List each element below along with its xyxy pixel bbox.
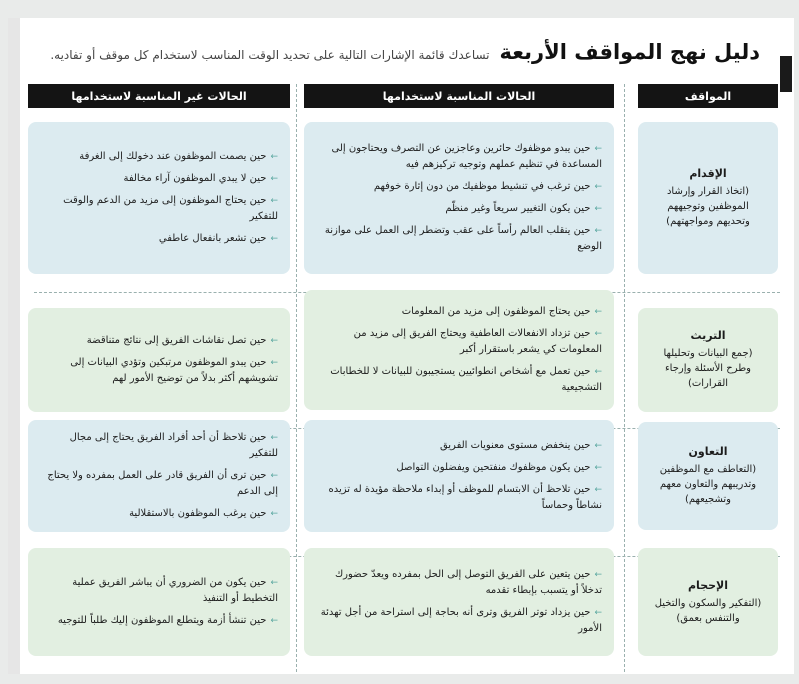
column-header-suitable: الحالات المناسبة لاستخدامها (304, 84, 614, 108)
arrow-left-icon: ← (270, 578, 278, 588)
arrow-left-icon: ← (270, 433, 278, 443)
list-item: ←حين ينخفض مستوى معنويات الفريق (439, 440, 602, 451)
posture-description: (التعاطف مع الموظفين وتدريبهم والتعاون معهم وتشجيعهم) (659, 464, 757, 505)
unsuitable-card (28, 308, 290, 412)
arrow-left-icon: ← (270, 234, 278, 244)
posture-name: التريث (690, 329, 726, 342)
list-item: ←حين يصمت الموظفون عند دخولك إلى الغرفة (79, 151, 278, 162)
posture-description: (التفكير والسكون والتخيل والتنفس بعمق) (654, 597, 762, 624)
unsuitable-card (28, 420, 290, 532)
list-item: ←حين يبدو الموظفون مرتبكين وتؤدي البيانات إلى تشويشهم أكثر بدلاً من توضيح الأمور لهم (70, 357, 278, 384)
list-item: ←حين يبدو موظفوك حائرين وعاجزين عن التصرف ويحتاجون إلى المساعدة في تنظيم عملهم وتوجيه تركيزهم فيه (331, 143, 602, 170)
unsuitable-card (28, 122, 290, 274)
arrow-left-icon: ← (270, 358, 278, 368)
arrow-left-icon: ← (594, 570, 602, 580)
arrow-left-icon: ← (270, 196, 278, 206)
arrow-left-icon: ← (594, 226, 602, 236)
column-divider (296, 84, 297, 672)
arrow-left-icon: ← (594, 182, 602, 192)
posture-name: التعاون (688, 445, 728, 458)
posture-name: الإحجام (688, 578, 729, 592)
arrow-left-icon: ← (270, 336, 278, 346)
title-accent-bar (780, 56, 792, 92)
column-divider (624, 84, 625, 672)
arrow-left-icon: ← (270, 471, 278, 481)
posture-description: (جمع البيانات وتحليلها وطرح الأسئلة وإرجاء القرارات) (663, 348, 753, 389)
list-item: ←حين تصل نقاشات الفريق إلى نتائج متناقضة (86, 335, 278, 346)
page-title: دليل نهج المواقف الأربعة (499, 40, 760, 64)
header (42, 40, 760, 80)
list-item: ←حين يحتاج الموظفون إلى مزيد من الدعم والوقت للتفكير (63, 195, 278, 222)
list-item: ←حين تشعر بانفعال عاطفي (158, 233, 278, 244)
posture-description: (اتخاذ القرار وإرشاد الموظفين وتوجيههم وتحديهم ومواجهتهم) (666, 186, 750, 227)
list-item: ←حين يكون من الضروري أن يباشر الفريق عملية التخطيط أو التنفيذ (72, 577, 278, 604)
list-item: ←حين تزداد الانفعالات العاطفية ويحتاج الفريق إلى مزيد من المعلومات كي يشعر باستقرار أكبر (353, 328, 602, 355)
posture-card-collaborating (638, 422, 778, 530)
arrow-left-icon: ← (594, 204, 602, 214)
list-item: ←حين تعمل مع أشخاص انطوائيين يستجيبون للبيانات لا للخطابات التشجيعية (330, 366, 602, 393)
column-header-unsuitable: الحالات غير المناسبة لاستخدامها (28, 84, 290, 108)
suitable-card (304, 548, 614, 656)
arrow-left-icon: ← (594, 144, 602, 154)
suitable-card (304, 290, 614, 410)
suitable-card (304, 122, 614, 274)
list-item: ←حين ترغب في تنشيط موظفيك من دون إثارة خوفهم (373, 181, 602, 192)
list-item: ←حين تلاحظ أن أحد أفراد الفريق يحتاج إلى مجال للتفكير (69, 432, 278, 459)
suitable-card (304, 420, 614, 532)
arrow-left-icon: ← (270, 509, 278, 519)
arrow-left-icon: ← (594, 367, 602, 377)
page-subtitle: تساعدك قائمة الإشارات التالية على تحديد الوقت المناسب لاستخدام كل موقف أو تفاديه. (50, 48, 490, 62)
posture-name: الإقدام (689, 167, 727, 180)
list-item: ←حين يكون موظفوك منفتحين ويفضلون التواصل (396, 462, 602, 473)
column-header-postures: المواقف (638, 84, 778, 108)
arrow-left-icon: ← (594, 485, 602, 495)
list-item: ←حين تلاحظ أن الابتسام للموظف أو إبداء ملاحظة مؤيدة له تزيده نشاطاً وحماساً (328, 484, 602, 511)
guide-page (8, 18, 794, 674)
posture-card-withdrawing (638, 548, 778, 656)
arrow-left-icon: ← (270, 616, 278, 626)
arrow-left-icon: ← (594, 441, 602, 451)
arrow-left-icon: ← (594, 329, 602, 339)
posture-card-deliberating (638, 308, 778, 412)
arrow-left-icon: ← (270, 152, 278, 162)
list-item: ←حين يرغب الموظفون بالاستقلالية (129, 508, 278, 519)
list-item: ←حين ينقلب العالم رأساً على عقب وتضطر إلى العمل على موازنة الوضع (324, 225, 602, 252)
arrow-left-icon: ← (594, 463, 602, 473)
list-item: ←حين لا يبدي الموظفون آراء مخالفة (123, 173, 278, 184)
list-item: ←حين ترى أن الفريق قادر على العمل بمفرده ولا يحتاج إلى الدعم (47, 470, 278, 497)
list-item: ←حين تنشأ أزمة ويتطلع الموظفون إليك طلباً للتوجيه (57, 615, 278, 626)
arrow-left-icon: ← (594, 307, 602, 317)
list-item: ←حين يكون التغيير سريعاً وغير منظّم (445, 203, 602, 214)
list-item: ←حين يحتاج الموظفون إلى مزيد من المعلومات (401, 306, 602, 317)
posture-card-advancing (638, 122, 778, 274)
unsuitable-card (28, 548, 290, 656)
list-item: ←حين يتعين على الفريق التوصل إلى الحل بمفرده ويعدّ حضورك تدخلاً أو يتسبب بإبطاء تقدمه (334, 569, 602, 596)
list-item: ←حين يزداد توتر الفريق وترى أنه بحاجة إلى استراحة من أجل تهدئة الأمور (320, 607, 602, 634)
arrow-left-icon: ← (270, 174, 278, 184)
arrow-left-icon: ← (594, 608, 602, 618)
